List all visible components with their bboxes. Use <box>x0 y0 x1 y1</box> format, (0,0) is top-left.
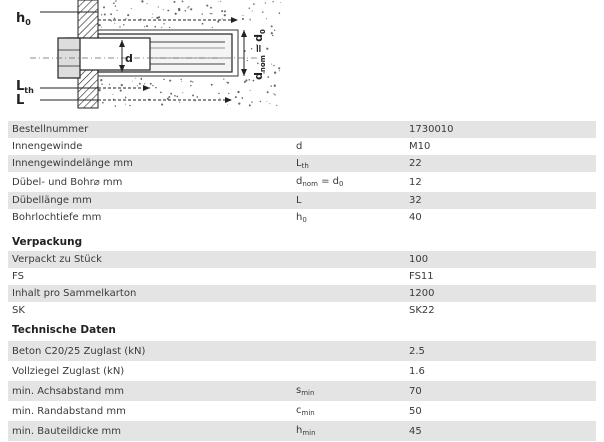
spec-row <box>8 192 596 209</box>
concrete-speckle <box>279 12 281 14</box>
concrete-speckle <box>274 72 276 74</box>
concrete-speckle <box>223 78 224 79</box>
concrete-speckle <box>114 18 116 20</box>
concrete-speckle <box>156 17 158 19</box>
concrete-speckle <box>190 8 192 10</box>
spec-label: Bestellnummer <box>12 124 89 135</box>
concrete-speckle <box>187 7 188 8</box>
concrete-speckle <box>114 23 115 24</box>
concrete-speckle <box>267 76 269 78</box>
concrete-speckle <box>190 85 191 86</box>
concrete-speckle <box>276 105 277 106</box>
concrete-speckle <box>252 10 253 11</box>
concrete-speckle <box>227 82 229 84</box>
technical-value: 45 <box>409 425 422 437</box>
concrete-speckle <box>226 82 227 83</box>
technical-value: 50 <box>409 405 422 417</box>
concrete-speckle <box>274 85 276 87</box>
packaging-label: Inhalt pro Sammelkarton <box>12 288 137 299</box>
concrete-speckle <box>125 18 126 19</box>
concrete-speckle <box>154 26 156 28</box>
concrete-speckle <box>269 103 270 104</box>
concrete-speckle <box>152 85 153 86</box>
concrete-speckle <box>115 105 117 107</box>
spec-value: 40 <box>409 212 422 223</box>
concrete-speckle <box>273 93 274 94</box>
concrete-speckle <box>221 10 223 12</box>
spec-value: M10 <box>409 141 431 152</box>
concrete-speckle <box>249 8 250 9</box>
concrete-speckle <box>248 79 250 81</box>
technical-symbol: $h_{min}$ <box>296 425 316 437</box>
concrete-speckle <box>173 1 175 3</box>
spec-label: Innengewinde <box>12 141 83 152</box>
technical-label: min. Bauteildicke mm <box>12 425 122 437</box>
concrete-speckle <box>160 92 162 94</box>
concrete-speckle <box>179 102 180 103</box>
technical-value: 2.5 <box>409 345 425 357</box>
concrete-speckle <box>279 70 280 71</box>
technical-row <box>8 381 596 401</box>
spec-label: Dübellänge mm <box>12 195 92 206</box>
concrete-speckle <box>271 64 272 65</box>
spec-symbol: d <box>296 141 303 152</box>
spec-row <box>8 155 596 172</box>
concrete-speckle <box>98 24 100 26</box>
concrete-speckle <box>125 104 126 105</box>
technical-symbol: $s_{min}$ <box>296 385 315 397</box>
concrete-speckle <box>272 1 273 2</box>
concrete-speckle <box>210 13 211 14</box>
concrete-speckle <box>163 9 164 10</box>
concrete-speckle <box>274 30 275 31</box>
packaging-row <box>8 268 596 285</box>
spec-row <box>8 121 596 138</box>
concrete-speckle <box>129 105 131 107</box>
concrete-speckle <box>227 104 228 105</box>
concrete-speckle <box>267 101 268 102</box>
packaging-row <box>8 251 596 268</box>
concrete-speckle <box>217 21 219 23</box>
concrete-speckle <box>219 98 220 99</box>
concrete-speckle <box>192 81 193 82</box>
concrete-speckle <box>152 14 153 15</box>
spec-value: 22 <box>409 158 422 169</box>
spec-label: Innengewindelänge mm <box>12 158 133 169</box>
concrete-speckle <box>161 104 163 106</box>
packaging-value: FS11 <box>409 271 434 282</box>
concrete-speckle <box>181 79 182 80</box>
concrete-speckle <box>266 48 268 50</box>
concrete-speckle <box>235 96 237 98</box>
concrete-speckle <box>152 17 153 18</box>
concrete-speckle <box>260 101 261 102</box>
concrete-speckle <box>182 92 183 93</box>
concrete-speckle <box>182 1 184 3</box>
packaging-table <box>8 251 596 319</box>
packaging-label: Verpackt zu Stück <box>12 254 102 265</box>
concrete-speckle <box>169 27 170 28</box>
concrete-speckle <box>265 2 266 3</box>
concrete-speckle <box>139 83 141 85</box>
technical-value: 1.6 <box>409 365 425 377</box>
concrete-speckle <box>110 13 112 15</box>
concrete-speckle <box>274 94 275 95</box>
technical-row <box>8 421 596 441</box>
concrete-speckle <box>137 85 138 86</box>
anchor-drawing-svg <box>0 0 300 118</box>
lth-label: $L_{th}$ <box>16 79 34 95</box>
concrete-speckle <box>113 94 114 95</box>
concrete-speckle <box>272 35 274 37</box>
concrete-speckle <box>181 81 182 82</box>
concrete-speckle <box>167 10 169 12</box>
concrete-speckle <box>102 102 104 104</box>
concrete-speckle <box>218 93 219 94</box>
concrete-speckle <box>119 26 121 28</box>
section-title-technical: Technische Daten <box>12 324 116 336</box>
concrete-speckle <box>125 97 127 99</box>
concrete-speckle <box>201 13 202 14</box>
concrete-speckle <box>98 89 100 91</box>
concrete-speckle <box>161 27 162 28</box>
concrete-speckle <box>109 84 110 85</box>
concrete-speckle <box>249 19 250 20</box>
concrete-speckle <box>121 84 123 86</box>
spec-row <box>8 172 596 192</box>
technical-symbol: $c_{min}$ <box>296 405 315 417</box>
concrete-speckle <box>132 81 133 82</box>
concrete-speckle <box>101 14 102 15</box>
concrete-speckle <box>270 85 271 86</box>
concrete-speckle <box>195 101 196 102</box>
technical-table <box>8 341 596 441</box>
concrete-speckle <box>147 3 148 4</box>
concrete-speckle <box>196 96 198 98</box>
concrete-speckle <box>211 13 212 14</box>
technical-value: 70 <box>409 385 422 397</box>
concrete-speckle <box>249 104 251 106</box>
spec-value: 12 <box>409 176 422 188</box>
h0-label: $h_0$ <box>16 11 31 27</box>
concrete-speckle <box>247 60 248 61</box>
concrete-speckle <box>262 11 263 12</box>
spec-symbol: L <box>296 195 302 206</box>
concrete-speckle <box>211 84 213 86</box>
concrete-speckle <box>253 3 255 5</box>
spec-symbol: $L_{th}$ <box>296 157 309 170</box>
section-title-packaging: Verpackung <box>12 236 83 248</box>
concrete-speckle <box>224 14 226 16</box>
concrete-speckle <box>116 10 117 11</box>
concrete-speckle <box>144 26 145 27</box>
concrete-speckle <box>218 1 219 2</box>
concrete-speckle <box>266 18 267 19</box>
spec-row <box>8 138 596 155</box>
concrete-speckle <box>220 1 221 2</box>
concrete-speckle <box>241 97 243 99</box>
concrete-speckle <box>267 91 269 93</box>
packaging-row <box>8 285 596 302</box>
concrete-speckle <box>174 95 176 97</box>
d-label: d <box>125 52 133 65</box>
svg-text:dnom=d0: $d_{nom}=d_0$ <box>252 29 267 80</box>
concrete-speckle <box>131 8 132 9</box>
concrete-speckle <box>158 6 159 7</box>
concrete-speckle <box>169 80 171 82</box>
concrete-speckle <box>271 32 273 34</box>
technical-label: Vollziegel Zuglast (kN) <box>12 365 125 377</box>
concrete-speckle <box>113 2 115 4</box>
concrete-speckle <box>115 0 117 2</box>
technical-label: min. Achsabstand mm <box>12 385 125 397</box>
spec-label: Dübel- und Bohr⌀ mm <box>12 176 123 188</box>
concrete-speckle <box>150 83 152 85</box>
packaging-row <box>8 302 596 319</box>
concrete-speckle <box>170 93 172 95</box>
concrete-speckle <box>250 18 251 19</box>
spec-table <box>8 121 596 226</box>
technical-row <box>8 361 596 381</box>
concrete-speckle <box>242 15 243 16</box>
spec-value: 1730010 <box>409 124 454 135</box>
concrete-speckle <box>140 78 142 80</box>
packaging-value: 1200 <box>409 288 435 299</box>
concrete-speckle <box>237 91 239 93</box>
concrete-speckle <box>244 81 246 83</box>
spec-symbol: $d_{nom} = d_0$ <box>296 176 344 188</box>
concrete-speckle <box>271 25 273 27</box>
concrete-speckle <box>163 79 165 81</box>
concrete-speckle <box>190 81 192 83</box>
spec-value: 32 <box>409 195 422 206</box>
concrete-speckle <box>228 93 229 94</box>
concrete-speckle <box>206 5 208 7</box>
concrete-speckle <box>101 27 102 28</box>
technical-label: min. Randabstand mm <box>12 405 126 417</box>
concrete-speckle <box>104 14 106 16</box>
l-label: L <box>16 93 25 108</box>
concrete-speckle <box>144 83 145 84</box>
concrete-speckle <box>185 10 187 12</box>
spec-label: Bohrlochtiefe mm <box>12 212 102 223</box>
concrete-speckle <box>146 25 148 27</box>
concrete-speckle <box>222 18 223 19</box>
technical-label: Beton C20/25 Zuglast (kN) <box>12 345 146 357</box>
concrete-speckle <box>135 78 136 79</box>
spec-row <box>8 209 596 226</box>
concrete-speckle <box>212 27 213 28</box>
concrete-speckle <box>141 0 143 2</box>
concrete-speckle <box>115 5 116 6</box>
concrete-speckle <box>273 65 274 66</box>
concrete-speckle <box>238 102 240 104</box>
technical-row <box>8 401 596 421</box>
spec-symbol: $h_0$ <box>296 211 307 224</box>
concrete-speckle <box>202 23 204 25</box>
packaging-value: SK22 <box>409 305 435 316</box>
concrete-speckle <box>192 94 194 96</box>
technical-row <box>8 341 596 361</box>
concrete-speckle <box>278 67 280 69</box>
concrete-speckle <box>210 7 212 9</box>
concrete-speckle <box>251 101 252 102</box>
concrete-speckle <box>120 90 122 92</box>
concrete-speckle <box>127 14 129 16</box>
packaging-label: FS <box>12 271 24 282</box>
concrete-speckle <box>103 6 105 8</box>
packaging-label: SK <box>12 305 25 316</box>
concrete-speckle <box>242 18 244 20</box>
concrete-speckle <box>250 90 251 91</box>
concrete-speckle <box>175 13 177 15</box>
concrete-speckle <box>168 96 170 98</box>
concrete-speckle <box>188 6 189 7</box>
packaging-value: 100 <box>409 254 429 265</box>
anchor-dimension-drawing <box>0 0 300 118</box>
concrete-speckle <box>100 79 102 81</box>
concrete-speckle <box>280 2 281 3</box>
concrete-speckle <box>224 10 226 12</box>
concrete-speckle <box>178 9 180 11</box>
concrete-speckle <box>155 87 157 89</box>
concrete-speckle <box>176 96 178 98</box>
concrete-speckle <box>163 23 164 24</box>
concrete-speckle <box>101 84 102 85</box>
concrete-speckle <box>123 24 125 26</box>
